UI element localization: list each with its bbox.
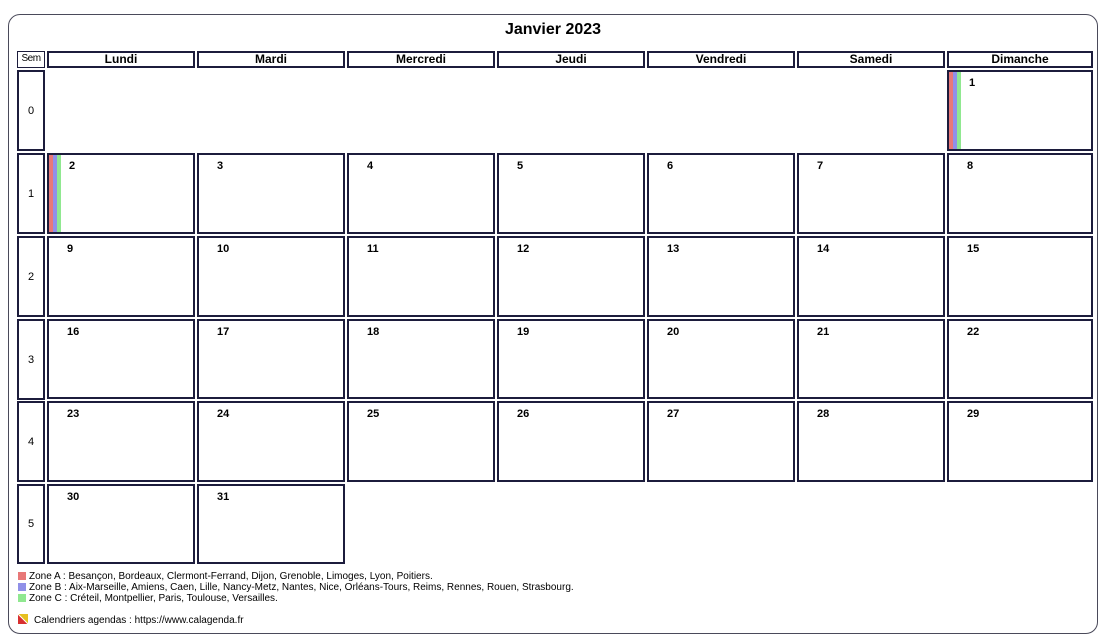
day-cell[interactable] <box>947 236 1093 317</box>
legend-zone-c-text: Zone C : Créteil, Montpellier, Paris, Toulouse, Versailles. <box>29 593 278 604</box>
week-number: 5 <box>17 484 45 564</box>
day-cell[interactable] <box>47 236 195 317</box>
day-number: 29 <box>967 408 980 420</box>
day-number: 22 <box>967 326 980 338</box>
day-number: 15 <box>967 243 980 255</box>
day-number: 1 <box>969 77 976 89</box>
day-cell[interactable] <box>347 153 495 234</box>
day-cell[interactable] <box>47 484 195 564</box>
day-cell[interactable] <box>347 401 495 482</box>
day-cell[interactable] <box>497 236 645 317</box>
day-cell[interactable] <box>197 236 345 317</box>
day-cell[interactable] <box>797 153 945 234</box>
day-header-lundi: Lundi <box>47 51 195 68</box>
week-number: 0 <box>17 70 45 151</box>
legend-zone-a-text: Zone A : Besançon, Bordeaux, Clermont-Ferrand, Dijon, Grenoble, Limoges, Lyon, Poitiers. <box>29 571 433 582</box>
day-number: 3 <box>217 160 224 172</box>
day-cell[interactable] <box>947 319 1093 399</box>
zone-b-swatch <box>18 583 26 591</box>
day-header-mardi: Mardi <box>197 51 345 68</box>
day-cell[interactable] <box>647 319 795 399</box>
day-cell[interactable] <box>47 401 195 482</box>
day-cell[interactable] <box>497 319 645 399</box>
footer-credit-link[interactable]: Calendriers agendas : https://www.calagenda.fr <box>34 615 244 626</box>
day-number: 9 <box>67 243 74 255</box>
day-cell[interactable] <box>347 236 495 317</box>
zone-c-swatch <box>18 594 26 602</box>
day-cell[interactable] <box>647 153 795 234</box>
day-cell[interactable] <box>647 236 795 317</box>
day-cell[interactable] <box>797 236 945 317</box>
day-cell[interactable] <box>197 153 345 234</box>
day-cell[interactable] <box>47 153 195 234</box>
day-number: 24 <box>217 408 230 420</box>
day-number: 20 <box>667 326 680 338</box>
day-number: 5 <box>517 160 524 172</box>
week-number: 4 <box>17 401 45 482</box>
day-cell[interactable] <box>47 319 195 399</box>
day-number: 4 <box>367 160 374 172</box>
week-number: 1 <box>17 153 45 234</box>
day-header-mercredi: Mercredi <box>347 51 495 68</box>
day-number: 16 <box>67 326 80 338</box>
day-number: 25 <box>367 408 380 420</box>
day-number: 18 <box>367 326 380 338</box>
day-number: 31 <box>217 491 230 503</box>
day-header-samedi: Samedi <box>797 51 945 68</box>
day-cell[interactable] <box>497 401 645 482</box>
day-number: 17 <box>217 326 230 338</box>
day-number: 28 <box>817 408 830 420</box>
day-cell[interactable] <box>797 319 945 399</box>
legend-zone-b-text: Zone B : Aix-Marseille, Amiens, Caen, Lille, Nancy-Metz, Nantes, Nice, Orléans-Tours, Reims, Rennes, Rouen, Strasbourg. <box>29 582 574 593</box>
day-cell[interactable] <box>947 153 1093 234</box>
week-number: 2 <box>17 236 45 317</box>
day-number: 26 <box>517 408 530 420</box>
day-number: 11 <box>367 243 379 255</box>
day-cell[interactable] <box>197 401 345 482</box>
day-number: 27 <box>667 408 680 420</box>
calagenda-logo-icon <box>18 614 28 624</box>
day-cell[interactable] <box>197 484 345 564</box>
day-number: 13 <box>667 243 680 255</box>
day-cell[interactable] <box>197 319 345 399</box>
day-number: 23 <box>67 408 80 420</box>
school-holiday-markers <box>949 72 961 149</box>
school-holiday-markers <box>49 155 61 232</box>
day-cell[interactable] <box>347 319 495 399</box>
footer <box>18 614 244 626</box>
legend-zone-c <box>18 593 278 605</box>
day-number: 2 <box>69 160 76 172</box>
day-number: 6 <box>667 160 674 172</box>
day-number: 8 <box>967 160 974 172</box>
day-cell[interactable] <box>797 401 945 482</box>
week-number: 3 <box>17 319 45 400</box>
week-number-header: Sem <box>17 51 45 68</box>
day-number: 10 <box>217 243 230 255</box>
day-number: 30 <box>67 491 80 503</box>
day-header-dimanche: Dimanche <box>947 51 1093 68</box>
day-number: 21 <box>817 326 830 338</box>
day-cell[interactable] <box>947 70 1093 151</box>
day-header-jeudi: Jeudi <box>497 51 645 68</box>
day-number: 19 <box>517 326 530 338</box>
day-cell[interactable] <box>947 401 1093 482</box>
day-cell[interactable] <box>497 153 645 234</box>
day-number: 7 <box>817 160 824 172</box>
day-number: 14 <box>817 243 830 255</box>
page-title: Janvier 2023 <box>504 21 602 38</box>
zone-a-swatch <box>18 572 26 580</box>
day-header-vendredi: Vendredi <box>647 51 795 68</box>
day-number: 12 <box>517 243 530 255</box>
day-cell[interactable] <box>647 401 795 482</box>
